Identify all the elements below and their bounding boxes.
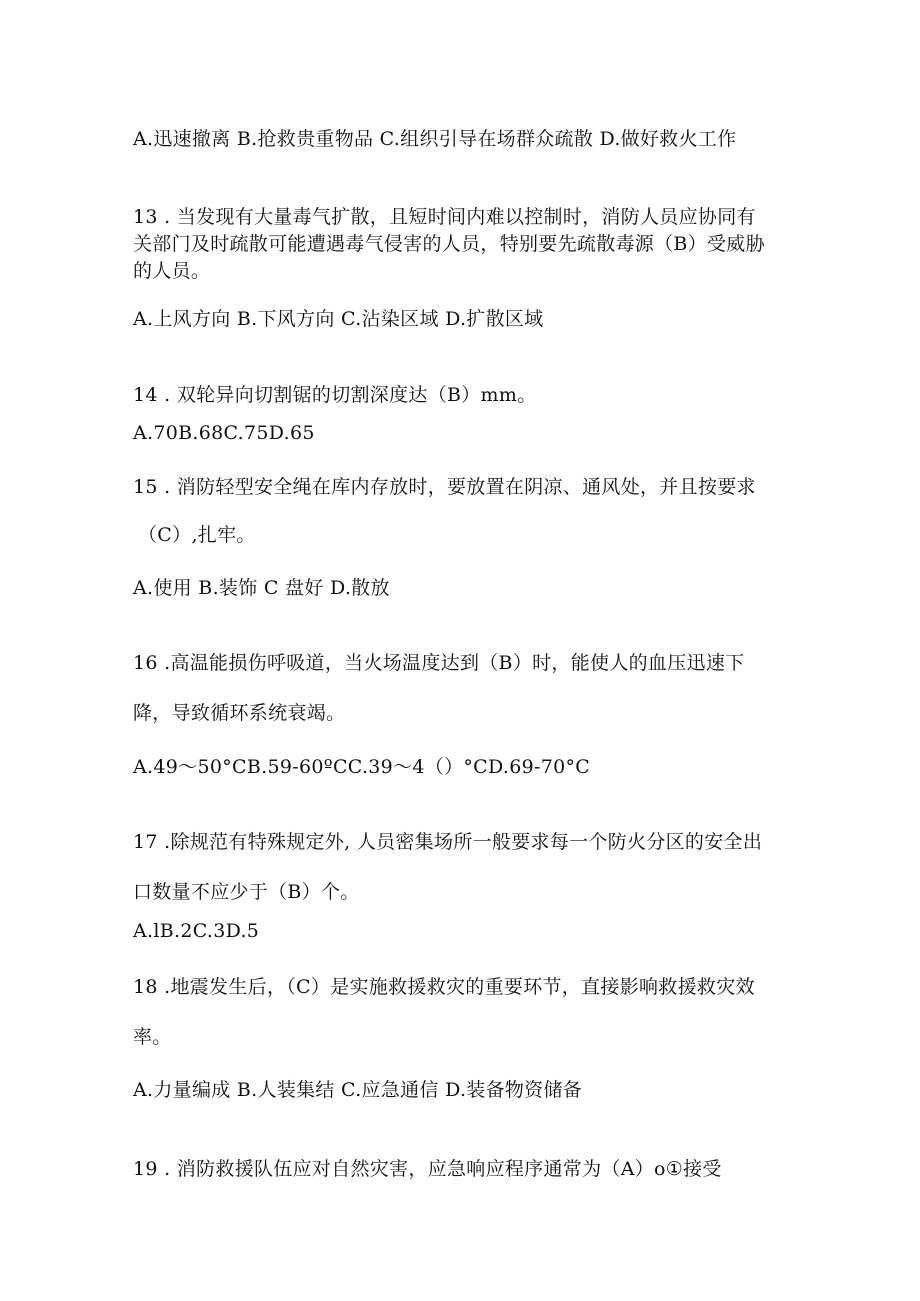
q17-options: A.lB.2C.3D.5 (133, 920, 260, 942)
q16-options: A.49～50°CB.59-60ºCC.39～4（）°CD.69-70°C (133, 756, 591, 778)
q19-text-line-1: 19 . 消防救援队伍应对自然灾害，应急响应程序通常为（A）o①接受 (133, 1158, 722, 1180)
q13-text-line-1: 13 . 当发现有大量毒气扩散，且短时间内难以控制时，消防人员应协同有 (133, 206, 756, 228)
q16-text-line-2: 降，导致循环系统衰竭。 (133, 702, 346, 724)
q18-text-line-2: 率。 (133, 1026, 172, 1048)
q13-text-line-3: 的人员。 (133, 260, 211, 282)
q15-text-line-1: 15 . 消防轻型安全绳在库内存放时，要放置在阴凉、通风处，并且按要求 (133, 476, 756, 498)
q17-text-line-1: 17 .除规范有特殊规定外, 人员密集场所一般要求每一个防火分区的安全出 (133, 831, 763, 853)
q15-options: A.使用 B.装饰 C 盘好 D.散放 (133, 577, 390, 599)
q13-text-line-2: 关部门及时疏散可能遭遇毒气侵害的人员，特别要先疏散毒源（B）受威胁 (133, 233, 765, 255)
q14-options: A.70B.68C.75D.65 (133, 422, 315, 444)
q15-text-line-2: （C）,扎牢。 (138, 524, 256, 546)
q17-text-line-2: 口数量不应少于（B）个。 (133, 881, 360, 903)
q18-options: A.力量编成 B.人装集结 C.应急通信 D.装备物资储备 (133, 1079, 583, 1101)
q12-options: A.迅速撤离 B.抢救贵重物品 C.组织引导在场群众疏散 D.做好救火工作 (133, 128, 737, 150)
q14-text: 14 . 双轮异向切割锯的切割深度达（B）mm。 (133, 384, 537, 406)
q18-text-line-1: 18 .地震发生后，（C）是实施救援救灾的重要环节，直接影响救援救灾效 (133, 976, 755, 998)
q16-text-line-1: 16 .高温能损伤呼吸道，当火场温度达到（B）时，能使人的血压迅速下 (133, 652, 745, 674)
q13-options: A.上风方向 B.下风方向 C.沾染区域 D.扩散区域 (133, 308, 544, 330)
